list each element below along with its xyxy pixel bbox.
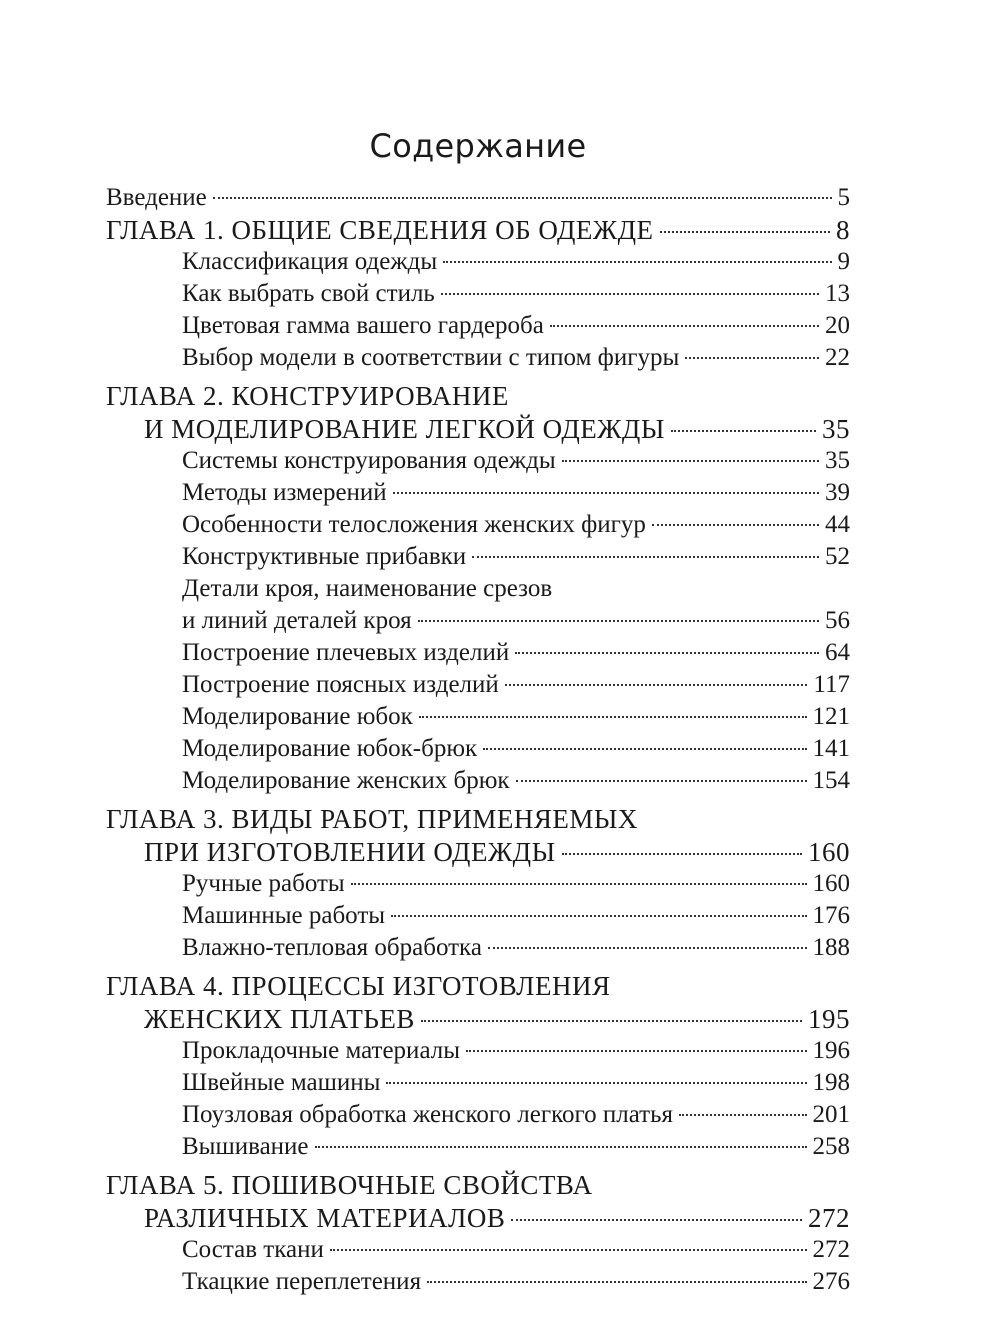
toc-page-number: 64 xyxy=(825,639,850,666)
toc-entry-title: Состав ткани xyxy=(182,1236,324,1263)
toc-entry-ch2-body-features[interactable] xyxy=(106,509,850,541)
toc-chapter-2-line-1[interactable]: ГЛАВА 2. КОНСТРУИРОВАНИЕ xyxy=(106,381,509,411)
toc-entry-ch1-colors[interactable] xyxy=(106,310,850,342)
dot-leader xyxy=(315,1146,807,1148)
toc-entry-title: Швейные машины xyxy=(182,1069,381,1096)
dot-leader xyxy=(505,684,808,686)
toc-entry-ch1-model-choice[interactable] xyxy=(106,342,850,374)
toc-page-number: 117 xyxy=(813,671,850,698)
toc-chapter-1[interactable] xyxy=(106,214,850,246)
toc-page-number: 258 xyxy=(812,1133,850,1160)
toc-entry-ch2-cut-details-line-1[interactable]: Детали кроя, наименование срезов xyxy=(182,575,553,602)
toc-entry-title: Поузловая обработка женского легкого платья xyxy=(182,1101,674,1128)
toc-chapter-5[interactable] xyxy=(106,1202,850,1234)
toc-chapter-title: РАЗЛИЧНЫХ МАТЕРИАЛОВ xyxy=(144,1203,506,1233)
toc-entry-ch4-interlining[interactable] xyxy=(106,1035,850,1067)
toc-page-number: 188 xyxy=(812,934,850,961)
toc-page-number: 201 xyxy=(812,1101,850,1128)
toc-entry-ch2-allowances[interactable] xyxy=(106,541,850,573)
toc-chapter-4[interactable] xyxy=(106,1003,850,1035)
toc-page-number: 272 xyxy=(812,1236,850,1263)
dot-leader xyxy=(511,1219,802,1221)
dot-leader xyxy=(427,1281,806,1283)
dot-leader xyxy=(441,293,819,295)
toc-page-number: 141 xyxy=(812,735,850,762)
toc-chapter-3-line-1[interactable]: ГЛАВА 3. ВИДЫ РАБОТ, ПРИМЕНЯЕМЫХ xyxy=(106,804,638,834)
dot-leader xyxy=(418,620,819,622)
toc-chapter-5-line-1[interactable]: ГЛАВА 5. ПОШИВОЧНЫЕ СВОЙСТВА xyxy=(106,1170,593,1200)
dot-leader xyxy=(488,947,807,949)
toc-entry-ch4-sewing-machines[interactable] xyxy=(106,1067,850,1099)
toc-entry-ch2-measurements[interactable] xyxy=(106,477,850,509)
toc-page-number: 176 xyxy=(812,902,850,929)
dot-leader xyxy=(443,261,831,263)
toc-chapter-title: ПРИ ИЗГОТОВЛЕНИИ ОДЕЖДЫ xyxy=(144,837,556,867)
toc-entry-title: Особенности телосложения женских фигур xyxy=(182,511,646,538)
dot-leader xyxy=(330,1249,807,1251)
toc-entry-title: Построение плечевых изделий xyxy=(182,639,510,666)
dot-leader xyxy=(685,357,819,359)
toc-entry-ch5-fabric-composition[interactable] xyxy=(106,1234,850,1266)
toc-chapter-3[interactable] xyxy=(106,836,850,868)
dot-leader xyxy=(671,430,816,432)
toc-page-number: 22 xyxy=(825,344,850,371)
dot-leader xyxy=(483,748,806,750)
toc-entry-title: Ручные работы xyxy=(182,870,345,897)
toc-page-number: 35 xyxy=(825,447,850,474)
dot-leader xyxy=(660,231,830,233)
toc-page-number: 39 xyxy=(825,479,850,506)
toc-page-number: 8 xyxy=(836,215,850,245)
toc-entry-title: Методы измерений xyxy=(182,479,387,506)
toc-page-number: 5 xyxy=(837,184,850,211)
dot-leader xyxy=(351,883,807,885)
toc-page-number: 195 xyxy=(808,1004,850,1034)
toc-entry-title: Вышивание xyxy=(182,1133,309,1160)
toc-entry-title: Ткацкие переплетения xyxy=(182,1268,422,1295)
toc-entry-title: Построение поясных изделий xyxy=(182,671,499,698)
toc-entry-title: Выбор модели в соответствии с типом фигуры xyxy=(182,344,680,371)
toc-chapter-4-line-1[interactable]: ГЛАВА 4. ПРОЦЕССЫ ИЗГОТОВЛЕНИЯ xyxy=(106,971,611,1001)
toc-entry-title: Влажно-тепловая обработка xyxy=(182,934,482,961)
dot-leader xyxy=(391,915,806,917)
table-of-contents xyxy=(106,182,850,1298)
toc-page-number: 35 xyxy=(822,414,850,444)
toc-entry-ch4-embroidery[interactable] xyxy=(106,1131,850,1163)
toc-entry-title: Моделирование юбок-брюк xyxy=(182,735,478,762)
dot-leader xyxy=(386,1082,806,1084)
toc-chapter-title: ЖЕНСКИХ ПЛАТЬЕВ xyxy=(144,1004,415,1034)
toc-entry-ch1-classification[interactable] xyxy=(106,246,850,278)
toc-entry-ch4-dress-processing[interactable] xyxy=(106,1099,850,1131)
toc-chapter-2[interactable] xyxy=(106,413,850,445)
toc-entry-ch1-style[interactable] xyxy=(106,278,850,310)
toc-entry-ch2-trousers[interactable] xyxy=(106,765,850,797)
toc-page-number: 276 xyxy=(812,1268,850,1295)
toc-entry-ch2-skirts[interactable] xyxy=(106,701,850,733)
toc-entry-introduction[interactable] xyxy=(106,182,850,214)
toc-entry-title: Введение xyxy=(106,184,207,211)
toc-page-number: 198 xyxy=(812,1069,850,1096)
toc-page-number: 20 xyxy=(825,312,850,339)
toc-page-number: 13 xyxy=(825,280,850,307)
toc-chapter-title: ГЛАВА 1. ОБЩИЕ СВЕДЕНИЯ ОБ ОДЕЖДЕ xyxy=(106,215,654,245)
dot-leader xyxy=(562,853,802,855)
toc-entry-title: Конструктивные прибавки xyxy=(182,543,467,570)
toc-page-number: 272 xyxy=(808,1203,850,1233)
toc-page-number: 9 xyxy=(837,248,850,275)
toc-entry-title: Цветовая гамма вашего гардероба xyxy=(182,312,544,339)
dot-leader xyxy=(419,716,807,718)
toc-entry-ch2-shoulder-items[interactable] xyxy=(106,637,850,669)
toc-entry-ch2-cut-details[interactable] xyxy=(106,605,850,637)
dot-leader xyxy=(550,325,819,327)
toc-page-number: 52 xyxy=(825,543,850,570)
toc-page-number: 121 xyxy=(812,703,850,730)
dot-leader xyxy=(472,556,819,558)
toc-page-number: 56 xyxy=(825,607,850,634)
dot-leader xyxy=(679,1114,806,1116)
toc-entry-title: и линий деталей кроя xyxy=(182,607,412,634)
toc-page-number: 196 xyxy=(812,1037,850,1064)
toc-page-number: 160 xyxy=(808,837,850,867)
dot-leader xyxy=(213,197,832,199)
toc-entry-title: Прокладочные материалы xyxy=(182,1037,461,1064)
toc-chapter-title: И МОДЕЛИРОВАНИЕ ЛЕГКОЙ ОДЕЖДЫ xyxy=(144,414,665,444)
toc-entry-ch5-weaves[interactable] xyxy=(106,1266,850,1298)
dot-leader xyxy=(562,460,819,462)
toc-page-number: 160 xyxy=(812,870,850,897)
toc-entry-ch3-hand-work[interactable] xyxy=(106,868,850,900)
dot-leader xyxy=(515,652,819,654)
toc-entry-ch2-culottes[interactable] xyxy=(106,733,850,765)
toc-entry-title: Машинные работы xyxy=(182,902,386,929)
toc-page-number: 44 xyxy=(825,511,850,538)
dot-leader xyxy=(421,1020,802,1022)
dot-leader xyxy=(652,524,819,526)
page-title: Содержание xyxy=(369,127,587,165)
toc-entry-ch3-machine-work[interactable] xyxy=(106,900,850,932)
toc-entry-ch2-systems[interactable] xyxy=(106,445,850,477)
toc-entry-title: Моделирование юбок xyxy=(182,703,413,730)
toc-entry-title: Как выбрать свой стиль xyxy=(182,280,435,307)
toc-page-number: 154 xyxy=(812,767,850,794)
dot-leader xyxy=(466,1050,806,1052)
toc-entry-ch3-wet-heat[interactable] xyxy=(106,932,850,964)
dot-leader xyxy=(393,492,819,494)
toc-entry-ch2-waist-items[interactable] xyxy=(106,669,850,701)
dot-leader xyxy=(516,780,807,782)
toc-entry-title: Классификация одежды xyxy=(182,248,438,275)
toc-entry-title: Моделирование женских брюк xyxy=(182,767,510,794)
toc-entry-title: Системы конструирования одежды xyxy=(182,447,556,474)
